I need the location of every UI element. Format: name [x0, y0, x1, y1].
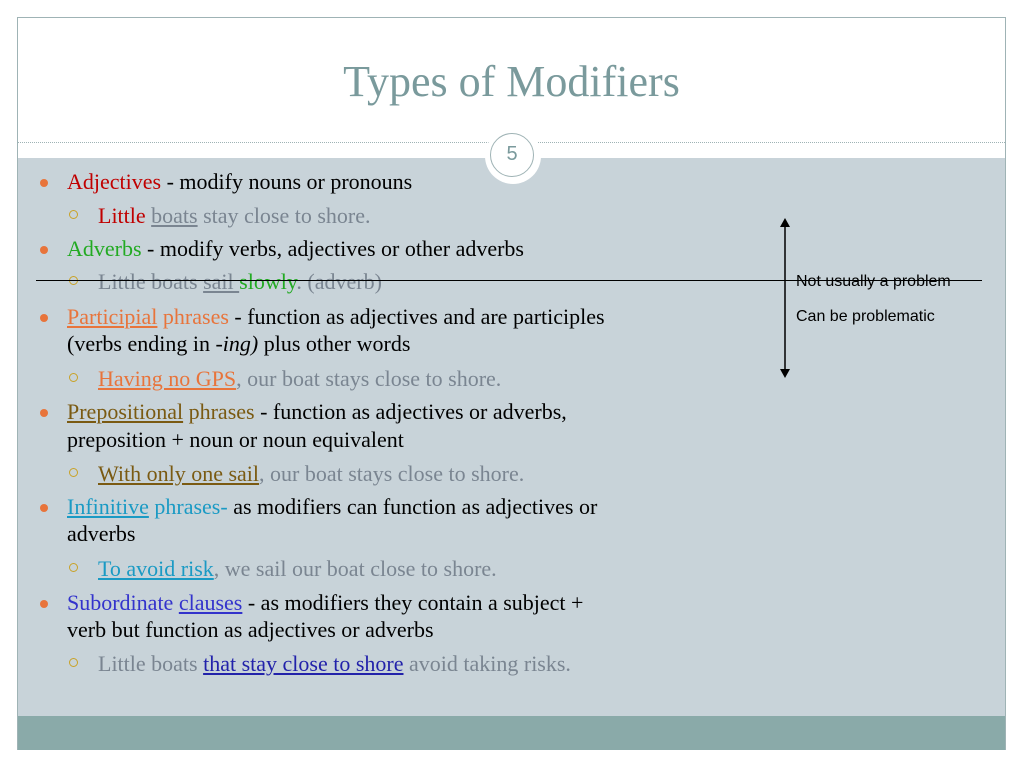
list-item-participial-cont: (verbs ending in -ing) plus other words	[67, 331, 411, 356]
slide-title: Types of Modifiers	[343, 57, 680, 106]
bullet-icon	[40, 314, 48, 322]
list-item-subordinate-cont: verb but function as adjectives or adverbs	[67, 617, 434, 642]
example-subordinate: Little boats that stay close to shore avoid taking risks.	[98, 651, 571, 677]
example-infinitive: To avoid risk, we sail our boat close to shore.	[98, 556, 497, 582]
example-adverbs: Little boats sail slowly. (adverb)	[98, 269, 382, 295]
list-item-prepositional-cont: preposition + noun or noun equivalent	[67, 427, 404, 452]
note-not-usually-a-problem: Not usually a problem	[796, 273, 951, 290]
sub-bullet-icon	[69, 468, 78, 477]
list-item-participial: Participial phrases - function as adjectives and are participles	[67, 304, 605, 330]
note-can-be-problematic: Can be problematic	[796, 308, 935, 325]
sub-bullet-icon	[69, 563, 78, 572]
list-item-adjectives: Adjectives - modify nouns or pronouns	[67, 169, 412, 195]
bullet-icon	[40, 600, 48, 608]
list-item-subordinate: Subordinate clauses - as modifiers they contain a subject +	[67, 590, 583, 616]
example-participial: Having no GPS, our boat stays close to shore.	[98, 366, 501, 392]
sub-bullet-icon	[69, 373, 78, 382]
sub-bullet-icon	[69, 210, 78, 219]
list-item-infinitive: Infinitive phrases- as modifiers can function as adjectives or	[67, 494, 597, 520]
bullet-icon	[40, 409, 48, 417]
list-item-adverbs: Adverbs - modify verbs, adjectives or other adverbs	[67, 236, 524, 262]
sub-bullet-icon	[69, 658, 78, 667]
list-item-prepositional: Prepositional phrases - function as adjectives or adverbs,	[67, 399, 567, 425]
example-prepositional: With only one sail, our boat stays close to shore.	[98, 461, 524, 487]
bullet-icon	[40, 246, 48, 254]
slide-number: 5	[490, 133, 534, 177]
bullet-icon	[40, 179, 48, 187]
example-adjectives: Little boats stay close to shore.	[98, 203, 371, 229]
footer-bar	[18, 716, 1005, 750]
double-arrow-icon	[778, 218, 792, 378]
bullet-icon	[40, 504, 48, 512]
list-item-infinitive-cont: adverbs	[67, 521, 136, 546]
